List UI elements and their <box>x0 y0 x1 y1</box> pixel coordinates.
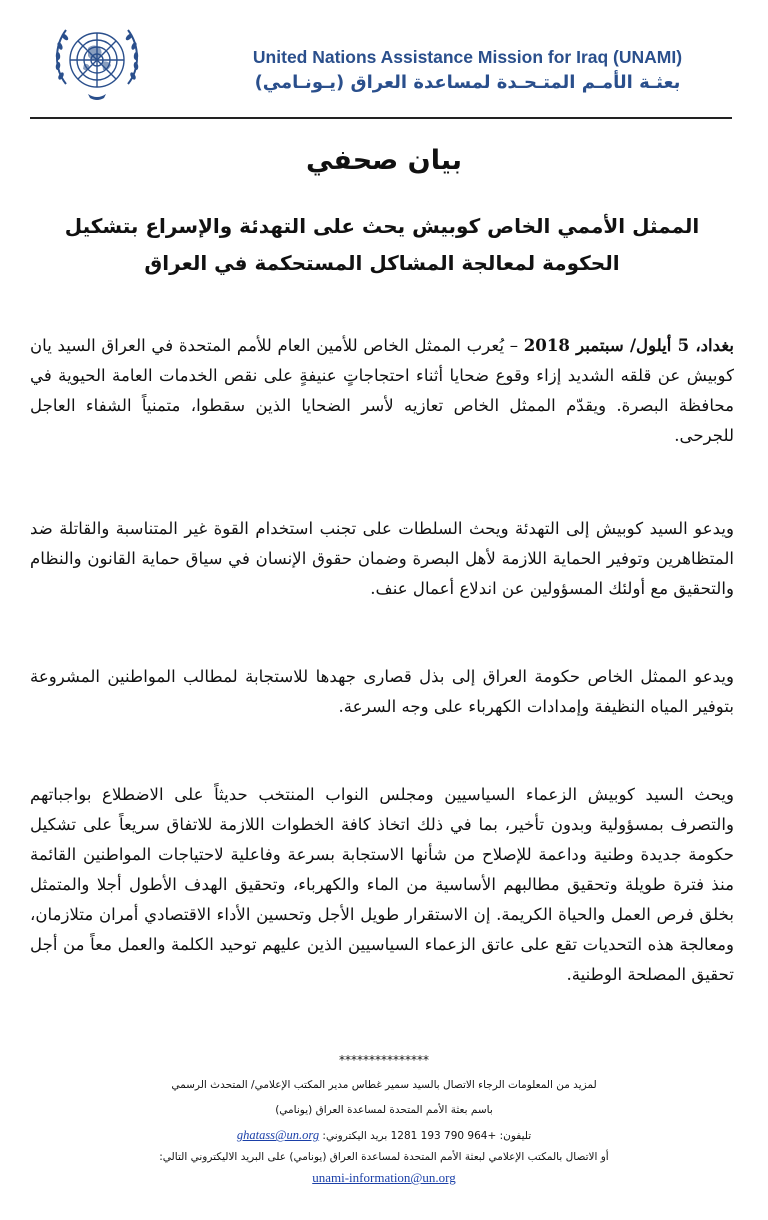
paragraph-1-text: – يُعرب الممثل الخاص للأمين العام للأمم المتحدة في العراق السيد يان كوبيش عن قلقه الشديد إزاء وقوع ضحايا أثناء احتجاجاتٍ عنيفةٍ على نقص الخدمات العامة الحيوية في محافظة البصرة. ويقدّم الممثل الخاص تعازيه لأسر الضحايا الذين سقطوا، متمنياً الشفاء العاجل للجرحى. <box>30 336 734 445</box>
press-release-headline: الممثل الأممي الخاص كوبيش يحث على التهدئة والإسراع بتشكيل الحكومة لمعالجة المشاكل المستحكمة في العراق <box>64 214 700 275</box>
header-divider <box>30 117 732 119</box>
contact-phone-email-line <box>0 1128 768 1143</box>
email-label: بريد اليكتروني: <box>322 1130 388 1142</box>
spokesperson-email-link[interactable]: ghatass@un.org <box>236 1128 320 1142</box>
body-paragraph-2: ويدعو السيد كوبيش إلى التهدئة ويحث السلطات على تجنب استخدام القوة غير المتناسبة والقاتلة ضد المتظاهرين وتوفير الحماية اللازمة لأهل البصرة وضمان حقوق الإنسان في سياق حماية القانون والنظام والتحقيق مع أولئك المسؤولين عن اندلاع أعمال عنف. <box>30 519 734 598</box>
organization-name-english: United Nations Assistance Mission for Iraq (UNAMI) <box>252 47 683 67</box>
media-office-line: أو الاتصال بالمكتب الإعلامي لبعثة الأمم المتحدة لمساعدة العراق (يونامي) على البريد الاليكتروني التالي: <box>159 1151 609 1163</box>
body-paragraph-4: ويحث السيد كوبيش الزعماء السياسيين ومجلس النواب المنتخب حديثاً على الاضطلاع بواجباتهم والتصرف بمسؤولية وبدون تأخير، بما في ذلك اتخاذ كافة الخطوات اللازمة للاتفاق سريعاً على تشكيل حكومة جديدة وطنية وداعمة للإصلاح من شأنها الاستجابة بسرعة وفاعلية لاحتياجات المواطنين القائمة منذ فترة طويلة وتحقيق مطالبهم الأساسية من الماء والكهرباء، وتحقيق الهدف الأطول أجلا والمتمثل بخلق فرص العمل والحياة الكريمة. إن الاستقرار طويل الأجل وتحسين الأداء الاقتصادي أمران متلازمان، ومعالجة هذه التحديات تقع على عاتق الزعماء السياسيين الذين عليهم توحيد الكلمة والعمل معاً من أجل تحقيق المصلحة الوطنية. <box>30 785 734 984</box>
phone-number: 1281 193 790 964+ <box>390 1130 497 1142</box>
footer-separator: *************** <box>339 1053 429 1067</box>
document-type-title: بيان صحفي <box>305 145 463 176</box>
dateline: بغداد، 5 أيلول/ سبتمبر 2018 <box>523 335 735 355</box>
media-office-email-link[interactable]: unami-information@un.org <box>312 1170 456 1185</box>
body-paragraph-1 <box>30 330 734 451</box>
contact-line-2: باسم بعثة الأمم المتحدة لمساعدة العراق (يونامي) <box>275 1104 493 1116</box>
organization-name-arabic: بعثـة الأمـم المتـحـدة لمساعدة العراق (يـونـامي) <box>254 72 681 93</box>
body-paragraph-3: ويدعو الممثل الخاص حكومة العراق إلى بذل قصارى جهدها للاستجابة لمطالب المواطنين المشروعة بتوفير المياه النظيفة وإمدادات الكهرباء على وجه السرعة. <box>30 667 734 716</box>
contact-line-1: لمزيد من المعلومات الرجاء الاتصال بالسيد سمير غطاس مدير المكتب الإعلامي/ المتحدث الرسمي <box>171 1079 597 1091</box>
media-office-email-row <box>0 1170 768 1186</box>
phone-label: تليفون: <box>499 1130 532 1142</box>
letterhead <box>0 0 768 118</box>
un-emblem-logo <box>44 14 150 110</box>
